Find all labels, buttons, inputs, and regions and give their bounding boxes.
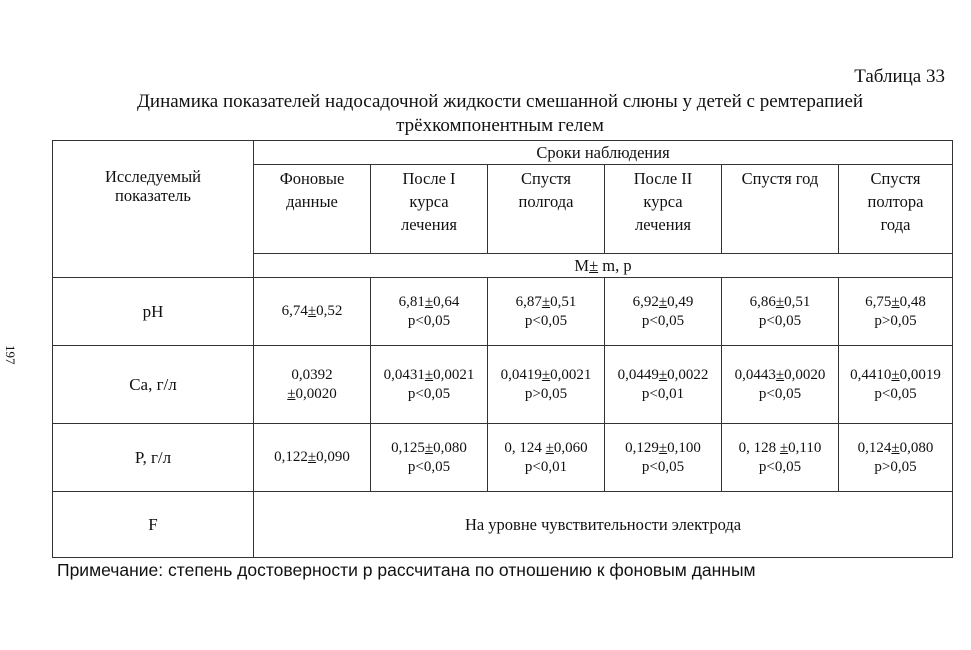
cell-value [724,293,836,312]
cell-mean: 0,0449 [617,366,659,383]
cell-plus-minus: ± [775,366,785,383]
data-cell [605,424,722,492]
header-column [488,165,605,254]
data-cell [605,278,722,346]
cell-p-value: p<0,05 [758,458,802,475]
cell-error: 0,0021 [433,366,475,383]
cell-error: 0,090 [316,449,350,465]
cell-p-value: p<0,05 [407,312,451,329]
cell-mean: 0,4410 [850,366,892,383]
header-column-label: Спустя полтора года [867,169,924,234]
data-cell [839,346,953,424]
cell-value [841,293,950,312]
data-cell [371,278,488,346]
cell-mean: 0,0419 [500,366,542,383]
cell-error: 0,51 [784,293,811,310]
cell-mean: 0,129 [625,439,659,456]
cell-mean: 0,124 [857,439,892,456]
cell-p-value: p>0,05 [524,385,568,402]
cell-plus-minus: ± [779,439,789,456]
cell-error: 0,0019 [899,366,941,383]
cell-error: 0,64 [433,293,460,310]
data-cell [839,424,953,492]
cell-p-value: p<0,05 [758,385,802,402]
cell-mean: 0, 128 [738,439,780,456]
cell-p-value: p<0,05 [641,458,685,475]
cell-error: 0,48 [899,293,926,310]
cell-p-value: p<0,01 [524,458,568,475]
header-column-label: Спустя полгода [518,169,574,211]
data-cell [254,424,371,492]
cell-plus-minus: ± [545,439,554,456]
data-cell [839,278,953,346]
cell-value [607,366,719,385]
table-title-line-1: Динамика показателей надосадочной жидкости смешанной слюны у детей с ремтерапией [136,91,864,112]
cell-p-value: p<0,05 [407,458,451,475]
cell-value [607,439,719,458]
cell-mean: 0,0431 [383,366,425,383]
cell-value [724,366,836,385]
data-cell [605,346,722,424]
cell-mean: 6,74 [281,303,308,319]
data-cell [488,346,605,424]
row-label-f: F [53,492,254,558]
header-column [839,165,953,254]
cell-plus-minus: ± [658,439,668,456]
cell-plus-minus: ± [424,366,434,383]
cell-value-line-2 [256,385,368,404]
cell-error: 0,110 [788,439,822,456]
row-label: Ca, г/л [53,346,254,424]
data-cell [488,424,605,492]
cell-p-value: p<0,05 [407,385,451,402]
cell-plus-minus: ± [775,293,785,310]
cell-value [607,293,719,312]
cell-mean: 6,92 [632,293,659,310]
cell-error: 0,51 [550,293,577,310]
cell-value [373,439,485,458]
cell-plus-minus: ± [658,293,668,310]
header-indicator-label: Исследуемый показатель [104,167,201,205]
cell-mean: 6,86 [749,293,776,310]
header-column-label: Фоновые данные [279,169,345,211]
cell-error: 0,060 [553,439,588,456]
cell-p-value: p<0,05 [641,312,685,329]
cell-plus-minus: ± [424,439,434,456]
data-cell [371,424,488,492]
cell-value [841,439,950,458]
data-cell [488,278,605,346]
row-label: P, г/л [53,424,254,492]
table-number: Таблица 33 [854,66,945,87]
data-cell [722,278,839,346]
cell-p-value: p>0,05 [874,458,917,475]
cell-p-value: p>0,05 [874,312,917,329]
cell-mean: 6,81 [398,293,425,310]
cell-value [256,302,368,321]
cell-p-value: p<0,05 [524,312,568,329]
cell-value [490,293,602,312]
header-stats-rest: m, p [598,256,632,275]
cell-plus-minus: ± [307,303,317,319]
data-cell [254,346,371,424]
f-row-text: На уровне чувствительности электрода [254,492,953,558]
data-cell [371,346,488,424]
cell-error: 0,080 [899,439,934,456]
header-column-label: Спустя год [741,169,819,188]
data-table [52,140,953,558]
header-column [722,165,839,254]
cell-value [490,439,602,458]
cell-error: 0,0020 [784,366,826,383]
header-stats [254,254,953,278]
cell-plus-minus: ± [891,439,900,456]
data-cell [722,424,839,492]
cell-value [373,293,485,312]
header-column-label: После II курса лечения [633,169,693,234]
cell-error: 0,080 [433,439,467,456]
header-column [371,165,488,254]
cell-error: 0,49 [667,293,694,310]
cell-error: 0,100 [667,439,701,456]
cell-plus-minus: ± [307,449,317,465]
cell-mean: 6,75 [865,293,892,310]
data-cell [722,346,839,424]
row-label: pH [53,278,254,346]
cell-plus-minus: ± [658,366,668,383]
cell-error: 0,0022 [667,366,709,383]
cell-plus-minus: ± [541,293,551,310]
table-note: Примечание: степень достоверности p рассчитана по отношению к фоновым данным [57,560,756,580]
header-column-label: После I курса лечения [400,169,458,234]
header-period-group: Сроки наблюдения [254,141,953,165]
cell-value [490,366,602,385]
cell-error: 0,0020 [295,385,337,402]
header-column [254,165,371,254]
cell-p-value: p<0,05 [874,385,917,402]
cell-p-value: p<0,01 [641,385,685,402]
cell-mean: 0, 124 [504,439,546,456]
page-number: 197 [3,345,18,365]
cell-p-value: p<0,05 [758,312,802,329]
cell-value [256,366,368,385]
cell-mean: 6,87 [515,293,542,310]
cell-plus-minus: ± [891,293,900,310]
cell-value [373,366,485,385]
cell-mean: 0,122 [274,449,308,465]
cell-value [724,439,836,458]
cell-mean: 0,0443 [734,366,776,383]
cell-value [841,366,950,385]
header-stats-m: M [574,256,590,275]
cell-mean: 0,125 [391,439,425,456]
cell-error: 0,52 [316,303,343,319]
header-column [605,165,722,254]
cell-plus-minus: ± [891,366,900,383]
cell-value [256,448,368,467]
cell-plus-minus: ± [424,293,434,310]
cell-plus-minus: ± [287,385,296,402]
header-stats-pm: ± [589,256,599,275]
data-cell [254,278,371,346]
table-title-line-2: трёхкомпонентным гелем [396,115,604,136]
cell-plus-minus: ± [541,366,551,383]
table-title [60,90,940,138]
cell-mean: 0,0392 [291,366,333,383]
cell-error: 0,0021 [550,366,592,383]
header-indicator [53,141,254,278]
